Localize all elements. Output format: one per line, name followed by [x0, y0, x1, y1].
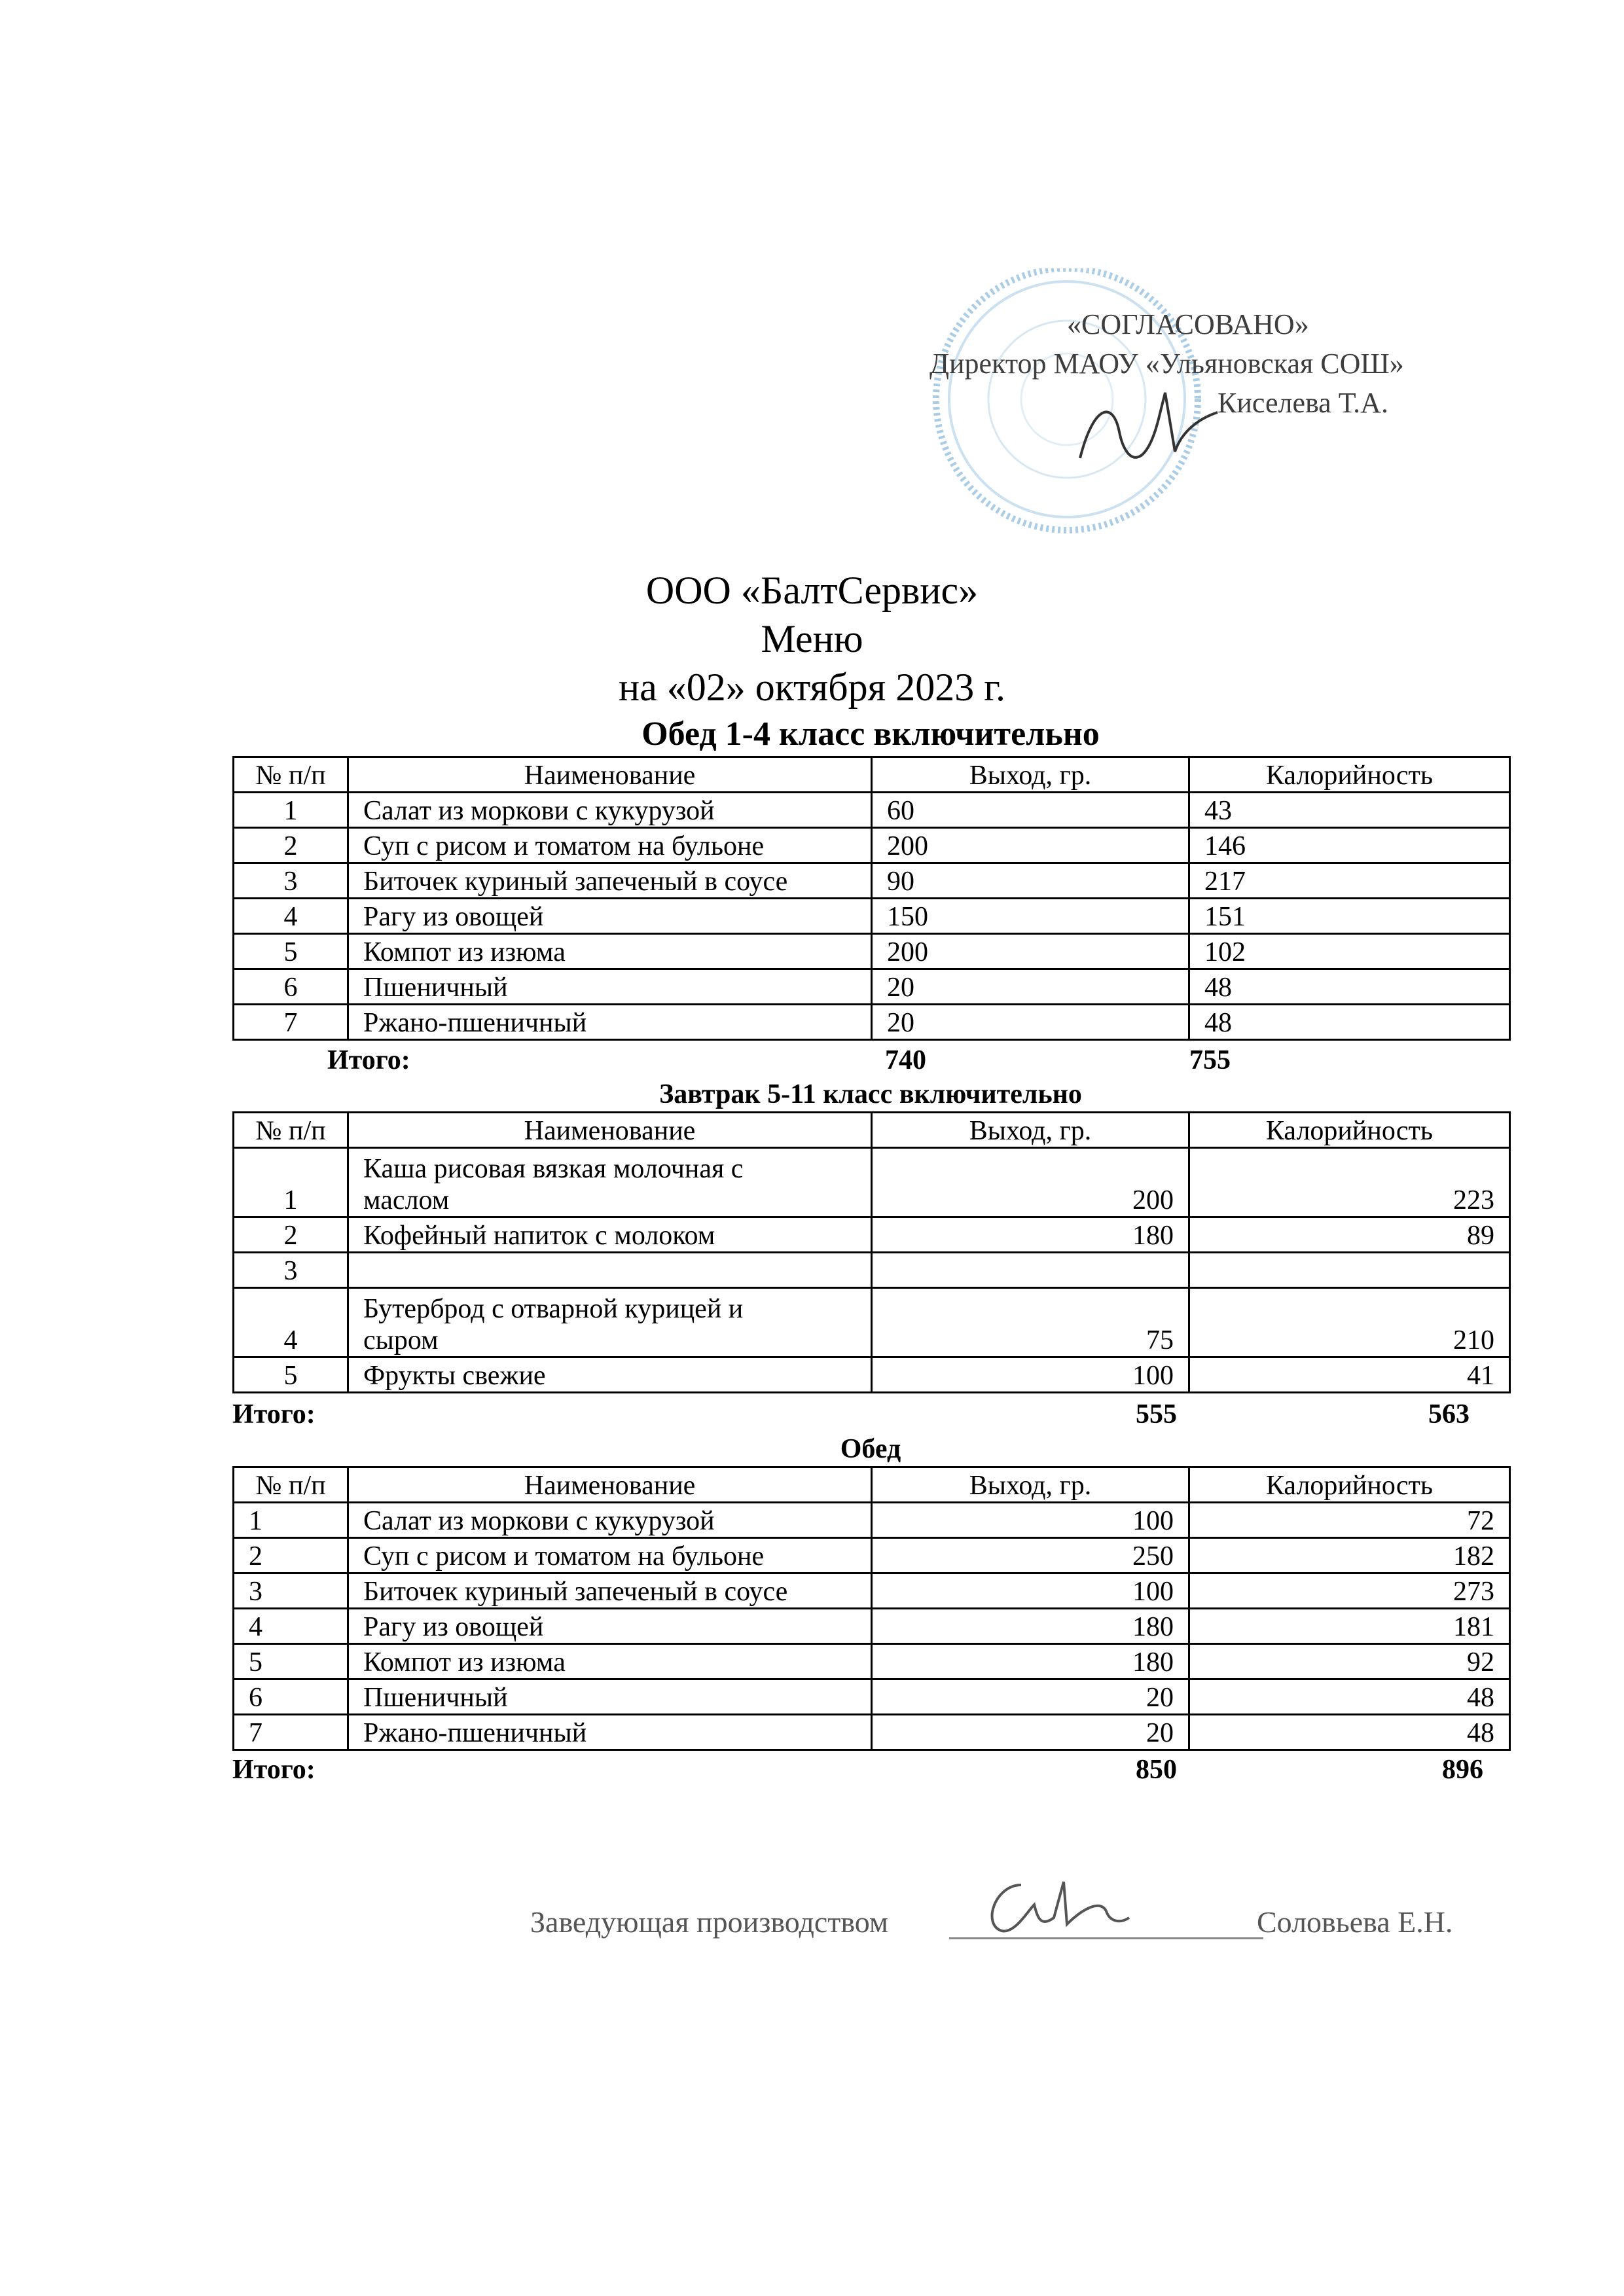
dish-calories: 48 [1189, 1005, 1510, 1040]
dish-weight: 20 [872, 1715, 1189, 1750]
dish-calories: 210 [1189, 1288, 1510, 1357]
approval-heading: «СОГЛАСОВАНО» [1067, 308, 1309, 340]
section3-total-weight: 850 [1136, 1755, 1177, 1785]
dish-calories: 146 [1189, 828, 1510, 863]
row-num: 1 [234, 1503, 348, 1538]
dish-weight: 180 [872, 1609, 1189, 1644]
table-row [234, 1573, 1510, 1609]
dish-name: Биточек куриный запеченый в соусе [348, 863, 872, 899]
dish-name-line1: Бутерброд с отварной курицей и [363, 1294, 744, 1324]
row-num: 5 [234, 934, 348, 969]
row-num: 3 [234, 1573, 348, 1609]
dish-name: Салат из моркови с кукурузой [348, 1503, 872, 1538]
dish-name-line2: маслом [363, 1185, 450, 1215]
dish-weight: 60 [872, 793, 1189, 828]
dish-calories: 151 [1189, 899, 1510, 934]
signer-position: Заведующая производством [530, 1905, 889, 1939]
dish-calories: 102 [1189, 934, 1510, 969]
table-row [234, 1253, 1510, 1288]
dish-calories [1189, 1253, 1510, 1288]
table-row [234, 1503, 1510, 1538]
table-row [234, 793, 1510, 828]
dish-weight: 200 [872, 828, 1189, 863]
dish-weight: 20 [872, 1679, 1189, 1715]
dish-name: Кофейный напиток с молоком [348, 1217, 872, 1253]
dish-name [348, 1288, 872, 1357]
section2-title: Завтрак 5-11 класс включительно [659, 1079, 1082, 1109]
company-name: ООО «БалтСервис» [645, 569, 979, 612]
row-num: 6 [234, 1679, 348, 1715]
dish-name: Суп с рисом и томатом на бульоне [348, 1538, 872, 1573]
row-num: 4 [234, 1288, 348, 1357]
row-num: 2 [234, 1538, 348, 1573]
dish-name-line2: сыром [363, 1325, 439, 1355]
table-row [234, 1644, 1510, 1679]
menu-date: на «02» октября 2023 г. [618, 666, 1006, 709]
table-header-row [234, 1467, 1510, 1503]
manager-signature [975, 1872, 1132, 1944]
dish-calories: 43 [1189, 793, 1510, 828]
section1-total-calories: 755 [1189, 1045, 1231, 1075]
row-num: 7 [234, 1005, 348, 1040]
dish-calories: 89 [1189, 1217, 1510, 1253]
section1-table [232, 756, 1511, 1041]
row-num: 5 [234, 1357, 348, 1393]
dish-name: Ржано-пшеничный [348, 1005, 872, 1040]
footer-signature-block [530, 1872, 1512, 1970]
dish-name: Пшеничный [348, 1679, 872, 1715]
table-header-row [234, 757, 1510, 793]
approval-name: Киселева Т.А. [1218, 387, 1388, 419]
dish-weight: 250 [872, 1538, 1189, 1573]
row-num: 2 [234, 828, 348, 863]
table-row [234, 828, 1510, 863]
table-row [234, 1538, 1510, 1573]
director-signature [1067, 380, 1224, 478]
table-row [234, 1357, 1510, 1393]
table-row [234, 934, 1510, 969]
dish-name: Компот из изюма [348, 934, 872, 969]
col-num-header: № п/п [234, 1113, 348, 1148]
row-num: 4 [234, 899, 348, 934]
dish-calories: 48 [1189, 969, 1510, 1005]
dish-weight: 100 [872, 1503, 1189, 1538]
row-num: 7 [234, 1715, 348, 1750]
section3-title: Обед [840, 1434, 901, 1464]
col-calories-header: Калорийность [1189, 757, 1510, 793]
section2-total-weight: 555 [1136, 1399, 1177, 1429]
dish-weight: 200 [872, 934, 1189, 969]
dish-weight: 20 [872, 1005, 1189, 1040]
dish-weight: 90 [872, 863, 1189, 899]
dish-name-line1: Каша рисовая вязкая молочная с [363, 1154, 744, 1184]
col-calories-header: Калорийность [1189, 1113, 1510, 1148]
row-num: 1 [234, 1148, 348, 1217]
table-row [234, 969, 1510, 1005]
dish-calories: 217 [1189, 863, 1510, 899]
row-num: 1 [234, 793, 348, 828]
table-row [234, 863, 1510, 899]
dish-weight: 180 [872, 1644, 1189, 1679]
dish-name: Фрукты свежие [348, 1357, 872, 1393]
dish-weight: 100 [872, 1357, 1189, 1393]
col-weight-header: Выход, гр. [872, 1467, 1189, 1503]
table-row [234, 1288, 1510, 1357]
section1-title: Обед 1-4 класс включительно [641, 715, 1100, 753]
section3-table [232, 1466, 1511, 1751]
dish-name: Пшеничный [348, 969, 872, 1005]
section3-total-calories: 896 [1442, 1755, 1483, 1785]
dish-calories: 273 [1189, 1573, 1510, 1609]
dish-name: Рагу из овощей [348, 1609, 872, 1644]
section2-table [232, 1111, 1511, 1393]
approval-block [890, 268, 1610, 543]
dish-calories: 181 [1189, 1609, 1510, 1644]
dish-name: Компот из изюма [348, 1644, 872, 1679]
dish-weight: 200 [872, 1148, 1189, 1217]
table-row [234, 1005, 1510, 1040]
table-row [234, 1715, 1510, 1750]
col-num-header: № п/п [234, 757, 348, 793]
col-calories-header: Калорийность [1189, 1467, 1510, 1503]
table-header-row [234, 1113, 1510, 1148]
section3-total-label: Итого: [232, 1755, 316, 1785]
dish-calories: 48 [1189, 1679, 1510, 1715]
dish-name: Биточек куриный запеченый в соусе [348, 1573, 872, 1609]
dish-calories: 48 [1189, 1715, 1510, 1750]
col-name-header: Наименование [348, 1113, 872, 1148]
dish-name [348, 1148, 872, 1217]
col-name-header: Наименование [348, 1467, 872, 1503]
section2-total-label: Итого: [232, 1399, 316, 1429]
dish-weight [872, 1253, 1189, 1288]
row-num: 3 [234, 1253, 348, 1288]
dish-name: Суп с рисом и томатом на бульоне [348, 828, 872, 863]
dish-weight: 75 [872, 1288, 1189, 1357]
dish-weight: 150 [872, 899, 1189, 934]
dish-calories: 182 [1189, 1538, 1510, 1573]
row-num: 5 [234, 1644, 348, 1679]
table-row [234, 1679, 1510, 1715]
row-num: 3 [234, 863, 348, 899]
dish-name: Салат из моркови с кукурузой [348, 793, 872, 828]
section1-total-weight: 740 [885, 1045, 926, 1075]
table-row [234, 899, 1510, 934]
dish-name [348, 1253, 872, 1288]
approval-position: Директор МАОУ «Ульяновская СОШ» [929, 348, 1404, 380]
section2-total-calories: 563 [1428, 1399, 1470, 1429]
col-weight-header: Выход, гр. [872, 757, 1189, 793]
table-row [234, 1148, 1510, 1217]
section1-total-label: Итого: [327, 1045, 410, 1075]
dish-calories: 92 [1189, 1644, 1510, 1679]
dish-name: Рагу из овощей [348, 899, 872, 934]
dish-weight: 20 [872, 969, 1189, 1005]
signer-name: Соловьева Е.Н. [1257, 1905, 1453, 1939]
row-num: 4 [234, 1609, 348, 1644]
col-name-header: Наименование [348, 757, 872, 793]
page-title: Меню [761, 617, 863, 660]
dish-calories: 41 [1189, 1357, 1510, 1393]
row-num: 6 [234, 969, 348, 1005]
table-row [234, 1609, 1510, 1644]
row-num: 2 [234, 1217, 348, 1253]
col-num-header: № п/п [234, 1467, 348, 1503]
dish-calories: 223 [1189, 1148, 1510, 1217]
dish-weight: 180 [872, 1217, 1189, 1253]
dish-calories: 72 [1189, 1503, 1510, 1538]
dish-name: Ржано-пшеничный [348, 1715, 872, 1750]
table-row [234, 1217, 1510, 1253]
col-weight-header: Выход, гр. [872, 1113, 1189, 1148]
dish-weight: 100 [872, 1573, 1189, 1609]
